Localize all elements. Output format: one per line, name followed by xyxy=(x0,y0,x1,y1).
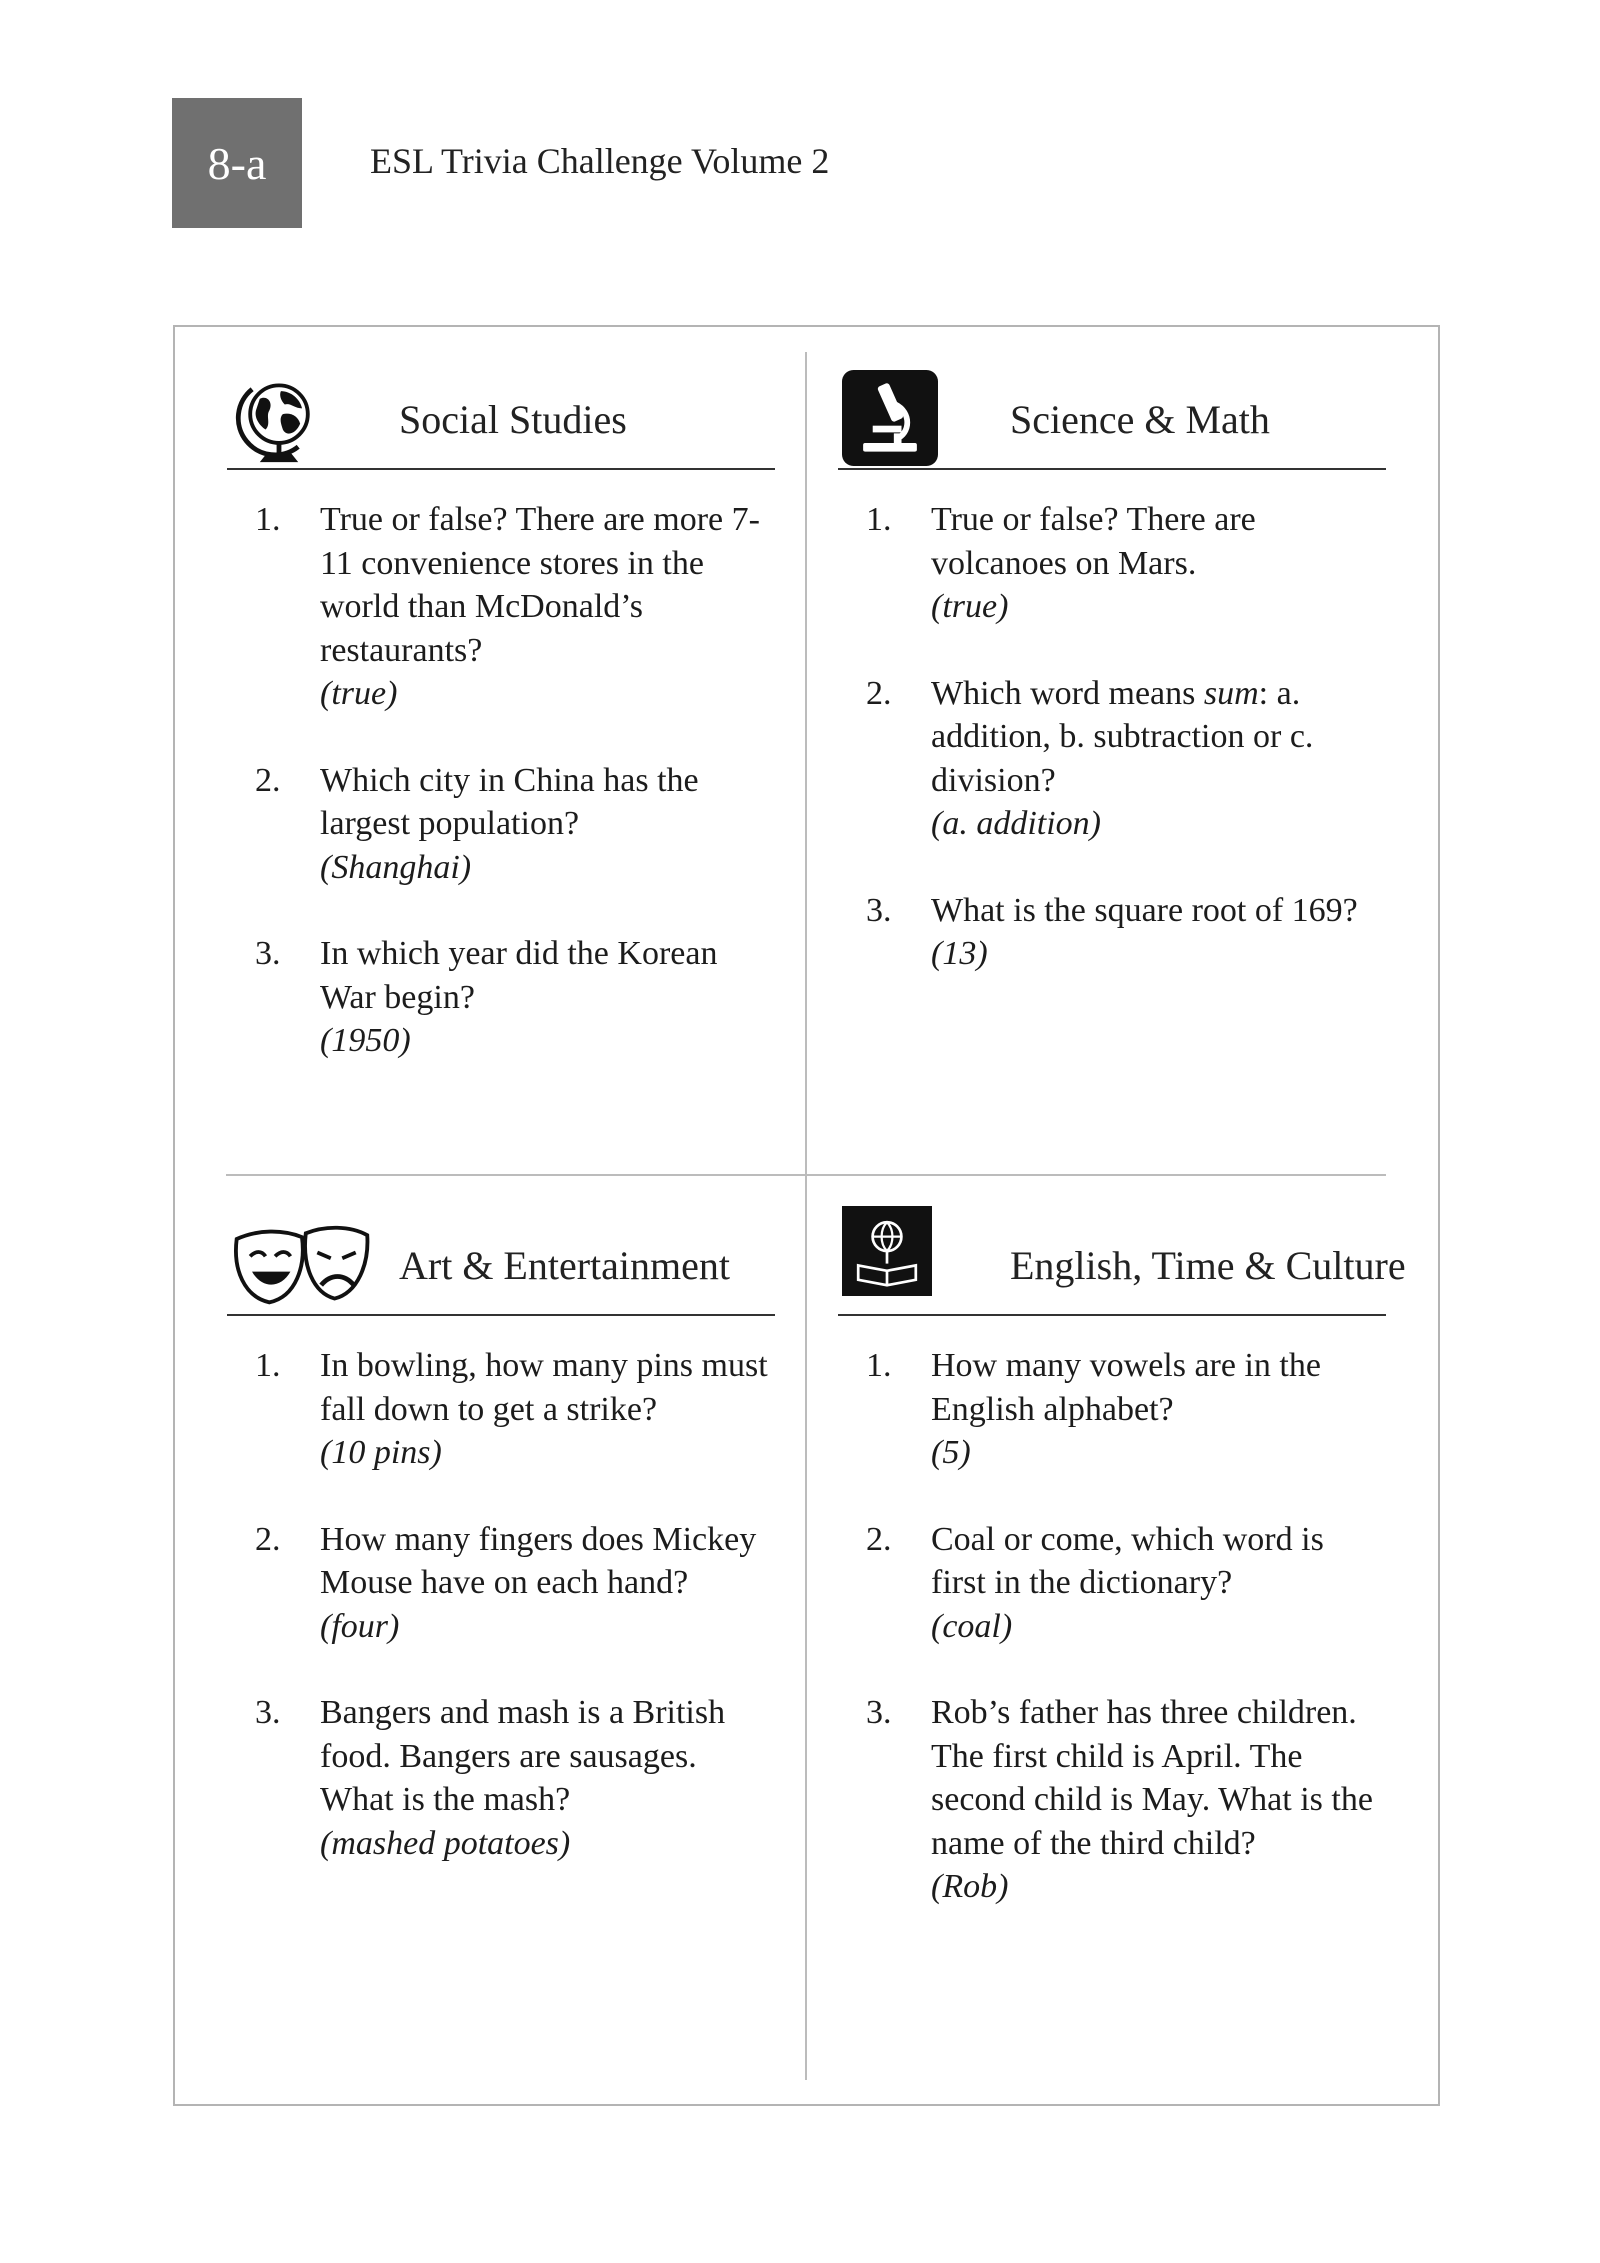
question-answer: (a. addition) xyxy=(931,805,1101,842)
question-answer: (mashed potatoes) xyxy=(320,1824,571,1862)
question-number: 1. xyxy=(866,1347,892,1384)
panel-title: Social Studies xyxy=(399,397,627,442)
question-text: Rob’s father has three children. The first child is April. The second child is May. What is the name of the third child? xyxy=(931,1694,1373,1862)
question-item xyxy=(227,759,775,890)
question-answer: (true) xyxy=(320,675,398,712)
question-item xyxy=(227,932,775,1063)
question-text: True or false? There are more 7-11 convenience stores in the world than McDonald’s restaurants? xyxy=(320,501,760,669)
panel-title: Art & Entertainment xyxy=(399,1243,731,1288)
question-number: 2. xyxy=(255,761,281,799)
globe-icon xyxy=(231,370,327,466)
question-text: How many fingers does Mickey Mouse have on each hand? xyxy=(320,1520,757,1601)
question-answer: (13) xyxy=(931,935,988,972)
question-text: Bangers and mash is a British food. Bangers are sausages. What is the mash? xyxy=(320,1694,726,1818)
question-number: 3. xyxy=(866,1694,892,1731)
question-text-lead: Which word means xyxy=(931,674,1204,712)
panel-header xyxy=(838,1194,1406,1316)
question-answer: (10 pins) xyxy=(320,1434,442,1471)
question-item xyxy=(838,889,1386,976)
panel-header xyxy=(227,348,775,470)
question-number: 2. xyxy=(866,1520,892,1558)
question-item xyxy=(838,1518,1386,1649)
question-number: 2. xyxy=(866,674,892,712)
question-item xyxy=(227,498,775,716)
question-list xyxy=(227,498,775,1063)
question-answer: (5) xyxy=(931,1434,971,1471)
question-text-emphasis: sum xyxy=(1203,674,1259,712)
globe-book-icon xyxy=(842,1206,932,1296)
question-text: What is the square root of 169? xyxy=(931,891,1358,929)
question-number: 3. xyxy=(255,935,281,972)
question-text: True or false? There are volcanoes on Mars. xyxy=(931,501,1256,582)
question-number: 1. xyxy=(255,501,281,538)
question-text: Coal or come, which word is first in the dictionary? xyxy=(931,1520,1324,1601)
question-answer: (1950) xyxy=(320,1022,411,1059)
question-number: 2. xyxy=(255,1520,281,1558)
question-item xyxy=(838,498,1386,629)
panel-english-time-culture xyxy=(838,1194,1406,1952)
question-answer: (Rob) xyxy=(931,1868,1009,1905)
question-list xyxy=(838,1344,1386,1909)
question-list xyxy=(838,498,1386,976)
question-number: 3. xyxy=(255,1694,281,1731)
question-item xyxy=(227,1518,775,1649)
question-answer: (coal) xyxy=(931,1607,1013,1645)
question-item xyxy=(838,1691,1386,1909)
book-title: ESL Trivia Challenge Volume 2 xyxy=(370,141,830,181)
question-item xyxy=(838,672,1386,846)
question-text: Which city in China has the largest population? xyxy=(320,761,699,842)
question-item xyxy=(227,1344,775,1475)
question-text xyxy=(931,672,1386,803)
question-answer: (four) xyxy=(320,1607,400,1645)
panel-title: English, Time & Culture xyxy=(1010,1243,1406,1288)
question-number: 3. xyxy=(866,891,892,929)
question-list xyxy=(227,1344,775,1865)
question-answer: (true) xyxy=(931,588,1009,625)
panel-header xyxy=(838,348,1386,470)
vertical-divider xyxy=(805,352,807,2080)
question-answer: (Shanghai) xyxy=(320,848,472,886)
page-number-tab xyxy=(172,98,302,228)
horizontal-divider xyxy=(226,1174,1386,1176)
question-text-rest: : a. addition, b. subtraction or c. division? xyxy=(931,674,1314,799)
page-number-label: 8-a xyxy=(207,137,267,189)
question-number: 1. xyxy=(255,1347,281,1384)
question-number: 1. xyxy=(866,501,892,538)
question-text: How many vowels are in the English alphabet? xyxy=(931,1347,1321,1428)
question-item xyxy=(838,1344,1386,1475)
question-item xyxy=(227,1691,775,1865)
question-text: In bowling, how many pins must fall down to get a strike? xyxy=(320,1347,768,1428)
microscope-icon xyxy=(842,370,938,466)
panel-science-math xyxy=(838,348,1386,1019)
panel-art-entertainment xyxy=(227,1194,775,1908)
panel-header xyxy=(227,1194,775,1316)
theater-masks-icon xyxy=(227,1216,375,1312)
panel-social-studies xyxy=(227,348,775,1106)
question-text: In which year did the Korean War begin? xyxy=(320,935,718,1016)
panel-title: Science & Math xyxy=(1010,397,1270,442)
